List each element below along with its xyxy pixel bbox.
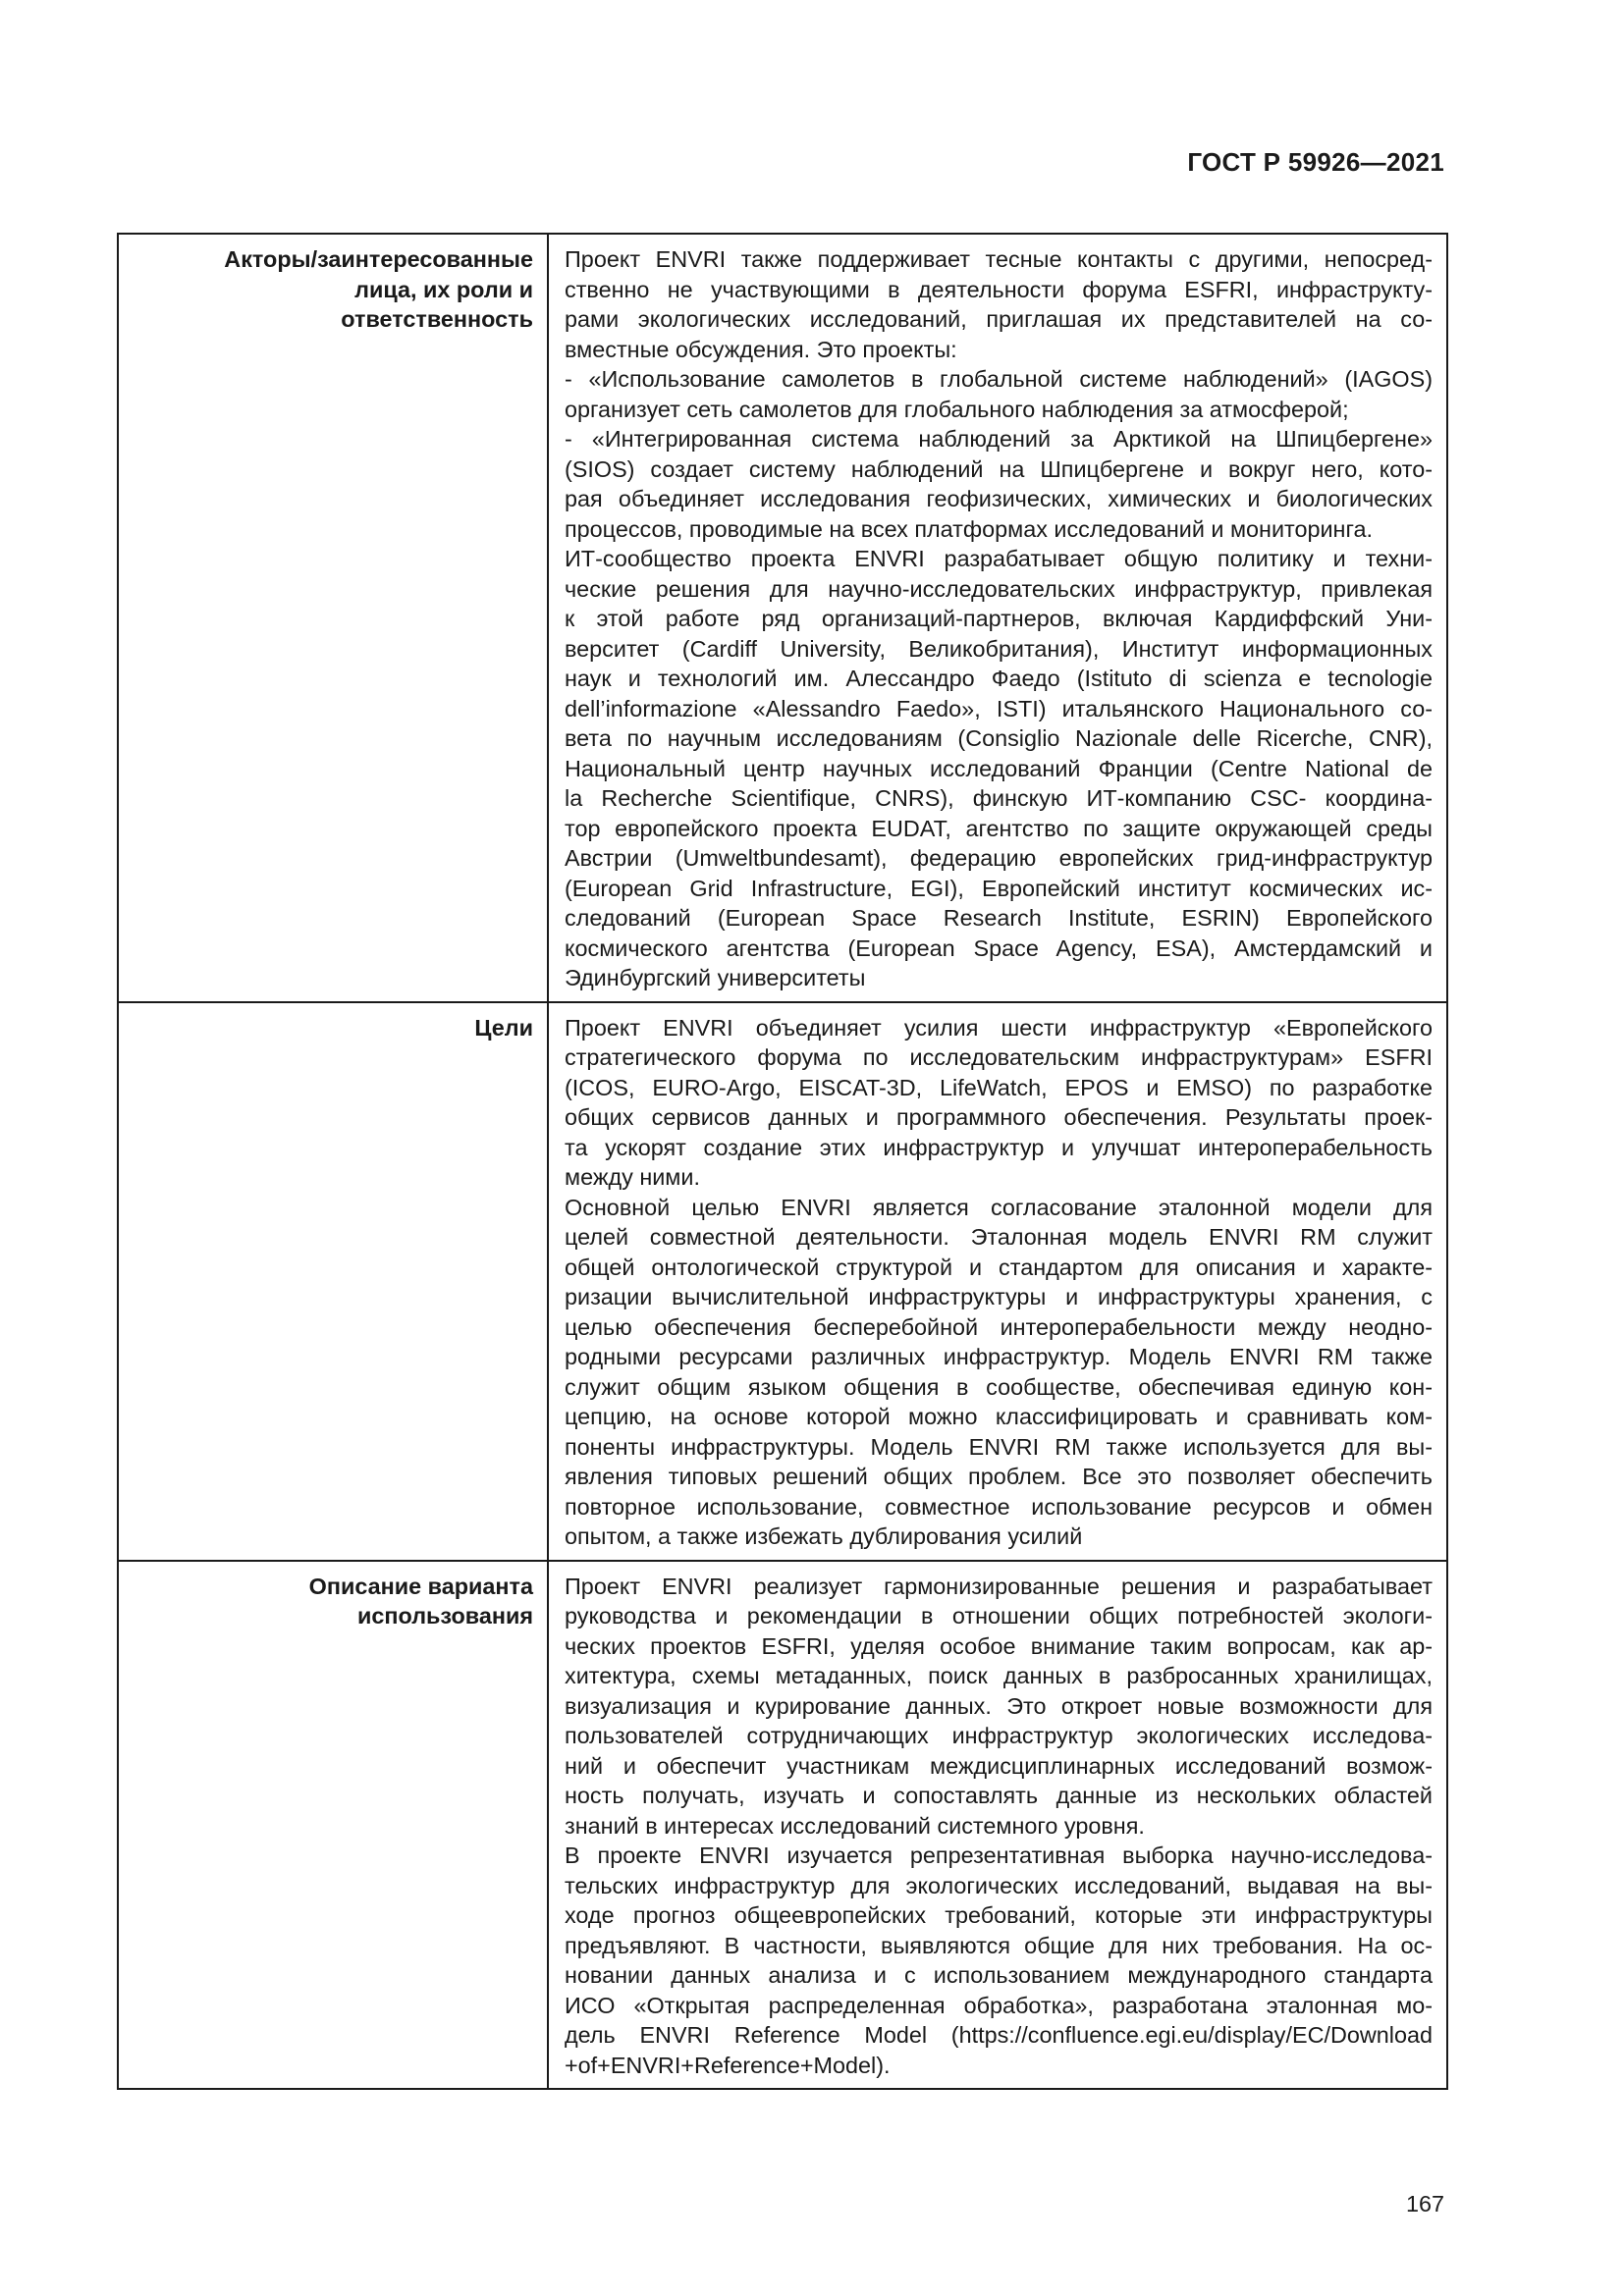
content-line: предъявляют. В частности, выявляются общие для них требования. На ос-: [565, 1932, 1433, 1958]
use-case-table: [117, 233, 1448, 2090]
content-line: дель ENVRI Reference Model (https://confluence.egi.eu/display/EC/Download: [565, 2022, 1433, 2048]
content-line: общей онтологической структурой и стандартом для описания и характе-: [565, 1254, 1433, 1280]
row-content-cell: [548, 234, 1447, 1002]
content-line: пользователей сотрудничающих инфраструктур экологических исследова-: [565, 1723, 1433, 1748]
content-line: поненты инфраструктуры. Модель ENVRI RM также используется для вы-: [565, 1433, 1433, 1460]
content-line: рая объединяет исследования геофизических, химических и биологических: [565, 486, 1433, 511]
content-line: новании данных анализа и с использованием международного стандарта: [565, 1962, 1433, 1988]
content-line: ственно не участвующими в деятельности форума ESFRI, инфраструкту-: [565, 276, 1433, 302]
row-content-cell: [548, 1561, 1447, 2090]
content-line: dell’informazione «Alessandro Faedo», ISTI) итальянского Национального со-: [565, 695, 1433, 721]
table-row: [118, 1561, 1447, 2090]
content-line: знаний в интересах исследований системного уровня.: [565, 1812, 1145, 1839]
content-line: Национальный центр научных исследований Франции (Centre National de: [565, 755, 1433, 781]
content-line: к этой работе ряд организаций-партнеров, включая Кардиффский Уни-: [565, 606, 1433, 631]
content-line: Эдинбургский университеты: [565, 965, 866, 990]
content-line: служит общим языком общения в сообществе, обеспечивая единую кон-: [565, 1373, 1433, 1400]
content-line: верситет (Cardiff University, Великобритания), Институт информационных: [565, 635, 1433, 662]
content-line: тельских инфраструктур для экологических исследований, выдавая на вы-: [565, 1872, 1433, 1898]
content-line: хитектура, схемы метаданных, поиск данных в разбросанных хранилищах,: [565, 1663, 1433, 1688]
content-line: В проекте ENVRI изучается репрезентативная выборка научно-исследова-: [565, 1842, 1433, 1868]
content-line: визуализация и курирование данных. Это откроет новые возможности для: [565, 1692, 1433, 1719]
row-label-cell: [118, 1002, 548, 1561]
content-line: (ICOS, EURO-Argo, EISCAT-3D, LifeWatch, EPOS и EMSO) по разработке: [565, 1074, 1433, 1100]
content-line: цепцию, на основе которой можно классифицировать и сравнивать ком-: [565, 1404, 1433, 1429]
content-line: повторное использование, совместное использование ресурсов и обмен: [565, 1493, 1433, 1520]
content-line: общих сервисов данных и программного обеспечения. Результаты проек-: [565, 1104, 1433, 1130]
row-label-line: лица, их роли и: [354, 276, 533, 302]
content-line: ходе прогноз общеевропейских требований, которые эти инфраструктуры: [565, 1902, 1433, 1928]
content-line: опытом, а также избежать дублирования усилий: [565, 1523, 1083, 1549]
row-label-line: Акторы/заинтересованные: [224, 246, 533, 272]
content-line: ИТ-сообщество проекта ENVRI разрабатывает общую политику и техни-: [565, 546, 1433, 571]
content-line: (European Grid Infrastructure, EGI), Европейский институт космических ис-: [565, 875, 1433, 901]
content-line: ризации вычислительной инфраструктуры и инфраструктуры хранения, с: [565, 1284, 1433, 1309]
content-line: +of+ENVRI+Reference+Model).: [565, 2052, 891, 2078]
row-label-cell: [118, 1561, 548, 2090]
content-line: (SIOS) создает систему наблюдений на Шпицбергене и вокруг него, кото-: [565, 455, 1433, 482]
content-line: родными ресурсами различных инфраструктур. Модель ENVRI RM также: [565, 1344, 1433, 1369]
content-line: ческие решения для научно-исследовательских инфраструктур, привлекая: [565, 575, 1433, 602]
content-line: между ними.: [565, 1164, 700, 1190]
row-label-line: использования: [356, 1603, 533, 1629]
content-line: - «Интегрированная система наблюдений за Арктикой на Шпицбергене»: [565, 426, 1433, 452]
content-line: целью обеспечения бесперебойной интероперабельности между неоднo-: [565, 1313, 1433, 1340]
content-line: процессов, проводимые на всех платформах исследований и мониторинга.: [565, 515, 1373, 542]
page-number: 167: [1405, 2191, 1444, 2216]
row-label-line: Цели: [474, 1014, 533, 1041]
content-line: организует сеть самолетов для глобального наблюдения за атмосферой;: [565, 396, 1349, 422]
content-line: Проект ENVRI объединяет усилия шести инфраструктур «Европейского: [565, 1014, 1433, 1041]
content-line: целей совместной деятельности. Эталонная модель ENVRI RM служит: [565, 1224, 1433, 1250]
content-line: ИСО «Открытая распределенная обработка», разработана эталонная мо-: [565, 1992, 1433, 2018]
content-line: тор европейского проекта EUDAT, агентство по защите окружающей среды: [565, 815, 1433, 841]
row-label-cell: [118, 234, 548, 1002]
content-line: та ускорят создание этих инфраструктур и улучшат интероперабельность: [565, 1134, 1433, 1160]
row-content-cell: [548, 1002, 1447, 1561]
table-row: [118, 234, 1447, 1002]
content-line: руководства и рекомендации в отношении общих потребностей экологи-: [565, 1603, 1433, 1629]
table-body: [118, 234, 1447, 2089]
content-line: явления типовых решений общих проблем. Все это позволяет обеспечить: [565, 1464, 1433, 1489]
content-line: наук и технологий им. Алессандро Фаедо (Istituto di scienza e tecnologie: [565, 666, 1433, 691]
content-line: рами экологических исследований, приглашая их представителей на со-: [565, 306, 1433, 332]
table-row: [118, 1002, 1447, 1561]
content-line: вета по научным исследованиям (Consiglio Nazionale delle Ricerche, CNR),: [565, 725, 1433, 751]
content-line: вместные обсуждения. Это проекты:: [565, 336, 957, 362]
content-line: следований (European Space Research Institute, ESRIN) Европейского: [565, 905, 1433, 931]
row-label-line: Описание варианта: [308, 1573, 533, 1599]
content-line: стратегического форума по исследовательским инфраструктурам» ESFRI: [565, 1044, 1433, 1070]
content-line: Основной целью ENVRI является согласование эталонной модели для: [565, 1194, 1433, 1220]
content-line: ческих проектов ESFRI, уделяя особое внимание таким вопросам, как ар-: [565, 1632, 1433, 1659]
content-line: Проект ENVRI также поддерживает тесные контакты с другими, непосред-: [565, 246, 1433, 272]
document-standard-header: ГОСТ Р 59926—2021: [1187, 147, 1444, 177]
content-line: Австрии (Umweltbundesamt), федерацию европейских грид-инфраструктур: [565, 845, 1433, 871]
content-line: - «Использование самолетов в глобальной системе наблюдений» (IAGOS): [565, 366, 1433, 392]
row-label-line: ответственность: [341, 306, 533, 332]
content-line: космического агентства (European Space Agency, ESA), Амстердамский и: [565, 934, 1433, 961]
content-line: ность получать, изучать и сопоставлять данные из нескольких областей: [565, 1783, 1433, 1808]
content-line: la Recherche Scientifique, CNRS), финскую ИТ-компанию CSC- координа-: [565, 785, 1433, 811]
content-line: Проект ENVRI реализует гармонизированные решения и разрабатывает: [565, 1573, 1433, 1599]
content-line: ний и обеспечит участникам междисциплинарных исследований возмож-: [565, 1752, 1433, 1779]
